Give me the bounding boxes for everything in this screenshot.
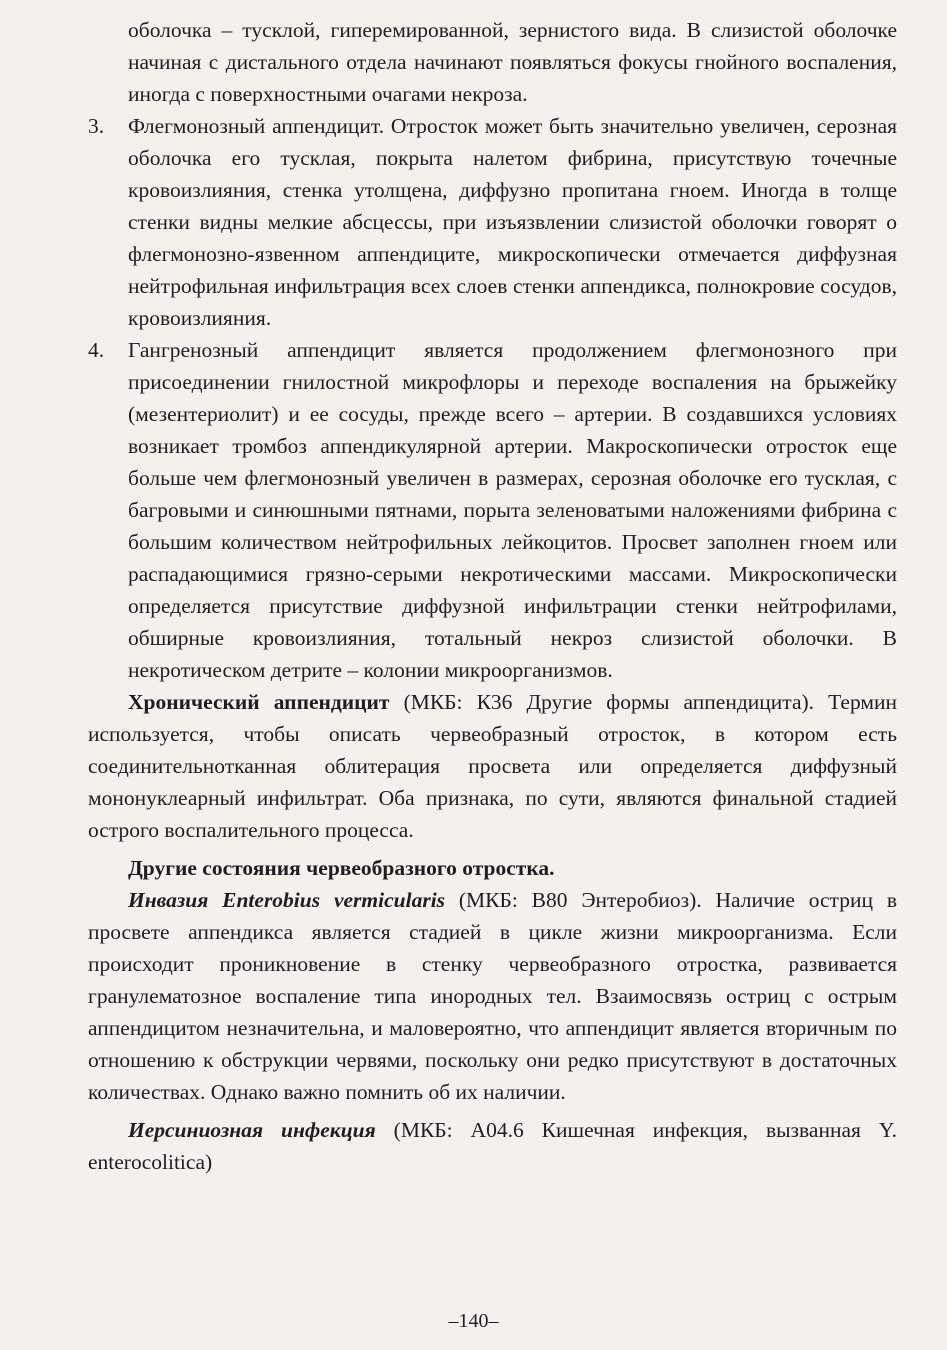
enterobius-heading: Инвазия Enterobius vermicularis: [128, 888, 446, 912]
yersinia-text: (МКБ: А04.6 Кишечная инфекция, вызванная Y. enterocolitica): [88, 1118, 897, 1174]
chronic-appendicitis-text: (МКБ: К36 Другие формы аппендицита). Термин используется, чтобы описать червеобразный отросток, в котором есть соединительнотканная облитерация просвета или определяется диффузный мононуклеарный инфильтрат. Оба признака, по сути, являются финальной стадией острого воспалительного процесса.: [88, 690, 898, 842]
chronic-appendicitis-heading: Хронический аппендицит: [128, 690, 390, 714]
enterobius-text: (МКБ: В80 Энтеробиоз). Наличие остриц в просвете аппендикса является стадией в цикле жизни микроорганизма. Если происходит проникновение в стенку червеобразного отростка, развивается гранулематозное воспаление типа инородных тел. Взаимосвязь остриц с острым аппендицитом незначительна, и маловероятно, что аппендицит является вторичным по отношению к обструкции червями, поскольку они редко присутствуют в достаточных количествах. Однако важно помнить об их наличии.: [88, 888, 897, 1104]
yersinia-paragraph: [88, 1114, 897, 1178]
section-heading: Другие состояния червеобразного отростка.: [128, 856, 555, 880]
list-item-text: Флегмонозный аппендицит. Отросток может быть значительно увеличен, серозная оболочка его тусклая, покрыта налетом фибрина, присутствую точечные кровоизлияния, стенка утолщена, диффузно пропитана гноем. Иногда в толще стенки видны мелкие абсцессы, при изъязвлении слизистой оболочки говорят о флегмонозно-язвенном аппендиците, микроскопически отмечается диффузная нейтрофильная инфильтрация всех слоев стенки аппендикса, полнокровие сосудов, кровоизлияния.: [128, 114, 897, 330]
list-item-text: Гангренозный аппендицит является продолжением флегмонозного при присоединении гнилостной микрофлоры и переходе воспаления на брыжейку (мезентериолит) и ее сосуды, прежде всего – артерии. В создавшихся условиях возникает тромбоз аппендикулярной артерии. Макроскопически отросток еще больше чем флегмонозный увеличен в размерах, серозная оболочке его тусклая, с багровыми и синюшными пятнами, порыта зеленоватыми наложениями фибрина с большим количеством нейтрофильных лейкоцитов. Просвет заполнен гноем или распадающимися грязно-серыми некротическими массами. Микроскопически определяется присутствие диффузной инфильтрации стенки нейтрофилами, обширные кровоизлияния, тотальный некроз слизистой оболочки. В некротическом детрите – колонии микроорганизмов.: [128, 338, 897, 682]
list-item-phlegmonous: [88, 110, 897, 334]
list-item-number: 4.: [88, 338, 105, 362]
list-item-gangrenous: [88, 334, 897, 686]
enterobius-paragraph: [88, 884, 897, 1108]
page-number: –140–: [448, 1310, 499, 1332]
list-item-number: 3.: [88, 114, 105, 138]
continuation-paragraph: оболочка – тусклой, гиперемированной, зернистого вида. В слизистой оболочке начиная с дистального отдела начинают появляться фокусы гнойного воспаления, иногда с поверхностными очагами некроза.: [128, 18, 897, 106]
chronic-appendicitis-paragraph: [88, 686, 897, 846]
yersinia-heading: Иерсиниозная инфекция: [128, 1118, 376, 1142]
